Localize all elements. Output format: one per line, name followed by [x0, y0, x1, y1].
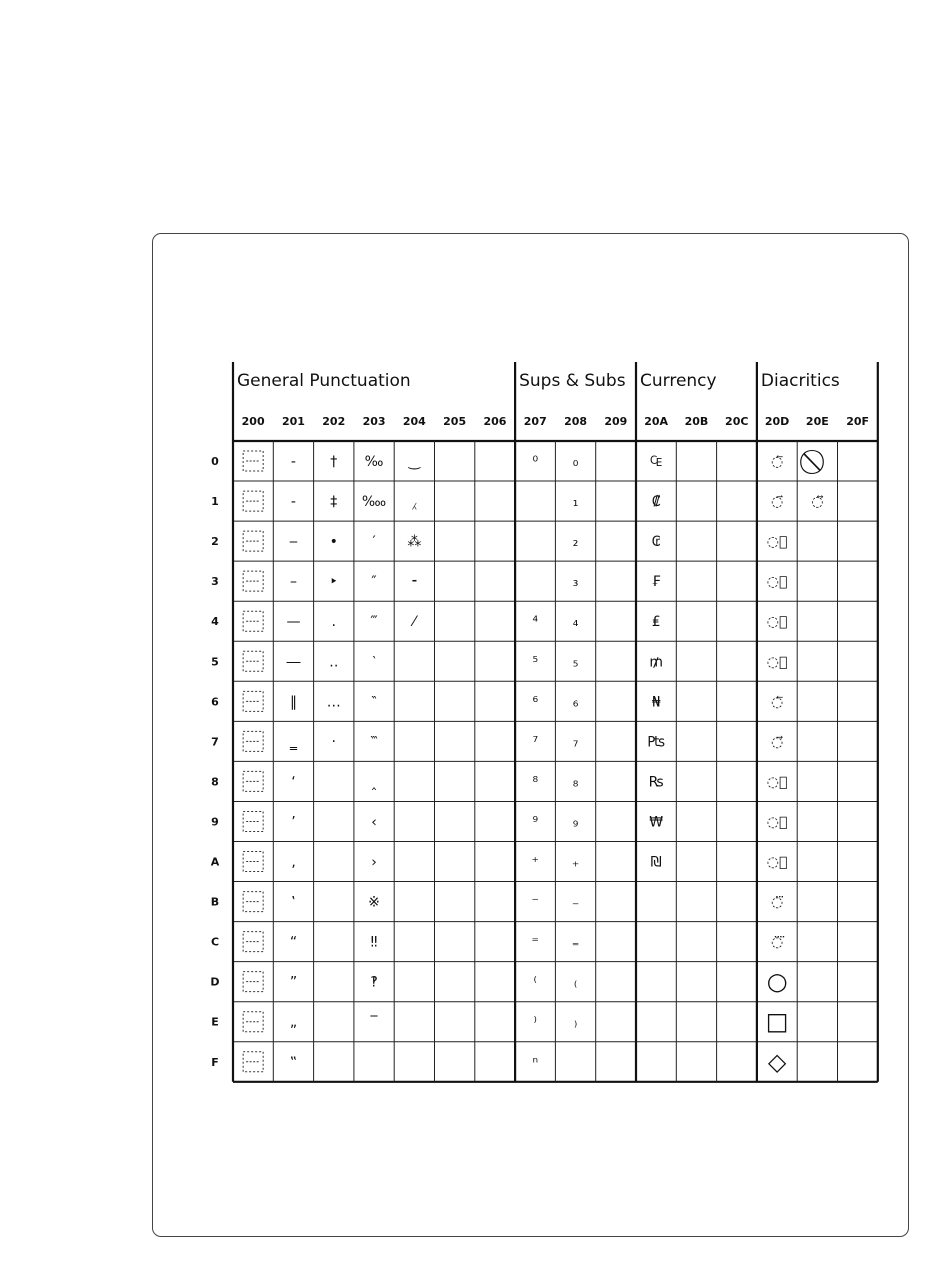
glyph-cell: ◌⃐	[770, 454, 784, 471]
glyph-cell: ⁁	[412, 494, 417, 511]
glyph-cell: †	[330, 454, 338, 471]
dashed-glyph-box	[243, 491, 263, 511]
row-header: F	[211, 1055, 219, 1069]
glyph-cell: ”	[289, 974, 298, 991]
glyph-cell: ‸	[371, 774, 377, 791]
glyph-cell: ₣	[651, 574, 661, 591]
glyph-cell: ₤	[651, 614, 661, 631]
glyph-cell: ₎	[573, 1014, 578, 1031]
glyph-cell: ‷	[370, 734, 378, 751]
glyph-cell: ◌⃙	[766, 814, 788, 831]
glyph-cell: ‱	[361, 494, 387, 511]
row-header: 8	[211, 775, 219, 789]
column-header: 204	[402, 415, 426, 428]
glyph-cell: ⁸	[532, 774, 539, 791]
glyph-cell: ₂	[572, 534, 579, 551]
group-title: General Punctuation	[237, 371, 411, 391]
glyph-cell: ₥	[649, 654, 663, 671]
glyph-cell: ₠	[650, 454, 663, 471]
glyph-cell: ◌⃔	[766, 614, 788, 631]
row-header: 4	[211, 615, 219, 629]
glyph-cell: ◌⃕	[766, 654, 788, 671]
row-header: 0	[211, 455, 219, 469]
column-header: 205	[443, 415, 467, 428]
glyph-cell: ‰	[364, 454, 384, 471]
figure-frame	[152, 233, 909, 1237]
glyph-cell: ₨	[648, 774, 664, 791]
column-header: 20B	[684, 415, 709, 428]
glyph-cell: ‐	[290, 454, 296, 471]
glyph-cell: •	[329, 534, 338, 551]
column-header: 203	[362, 415, 386, 428]
glyph-cell: ⁽	[533, 974, 537, 991]
glyph-cell: ₋	[571, 894, 580, 911]
glyph-cell: ‵	[372, 654, 376, 671]
dashed-glyph-box	[243, 811, 263, 831]
dashed-glyph-box	[243, 892, 263, 912]
glyph-cell: ₦	[651, 694, 661, 711]
column-header: 20A	[644, 415, 669, 428]
glyph-cell: ₉	[572, 814, 579, 831]
glyph-cell: ‣	[329, 574, 338, 591]
row-header: 9	[211, 815, 219, 829]
dashed-glyph-box	[243, 611, 263, 631]
glyph-cell: ‑	[290, 494, 296, 511]
glyph-cell: ◌⃛	[770, 894, 784, 911]
glyph-cell: ‛	[291, 894, 296, 911]
glyph-cell: ‾	[370, 1014, 378, 1031]
glyph-cell: ―	[286, 654, 301, 671]
glyph-cell: ‒	[288, 534, 298, 551]
glyph-cell: ₡	[651, 494, 661, 511]
glyph-cell: ₅	[572, 654, 579, 671]
glyph-cell: ※	[368, 894, 380, 911]
glyph-cell: ◌⃡	[811, 494, 824, 511]
glyph-cell: ⁷	[532, 734, 539, 751]
dashed-glyph-box	[243, 771, 263, 791]
glyph-cell: –	[289, 574, 297, 591]
glyph-cell: ◌⃜	[770, 934, 784, 951]
glyph-cell: ◇	[767, 1047, 787, 1076]
row-header: B	[210, 895, 220, 909]
dashed-glyph-box	[243, 932, 263, 952]
glyph-cell: ‖	[289, 694, 297, 711]
column-header: 200	[241, 415, 265, 428]
row-header: 5	[211, 655, 219, 669]
group-title: Currency	[640, 371, 717, 391]
glyph-cell: ⁵	[532, 654, 539, 671]
glyph-cell: ⁻	[531, 894, 539, 911]
row-header: 3	[211, 575, 219, 589]
glyph-cell: ₍	[573, 974, 578, 991]
glyph-cell: ⁺	[531, 854, 539, 871]
glyph-cell: ○	[766, 967, 788, 996]
glyph-cell: ⁿ	[532, 1054, 539, 1071]
glyph-cell: ›	[371, 854, 377, 871]
glyph-cell: ₃	[572, 574, 579, 591]
group-title: Sups & Subs	[519, 371, 626, 391]
unicode-code-chart	[153, 234, 910, 1238]
glyph-cell: ⁾	[533, 1014, 537, 1031]
glyph-cell: ․	[331, 614, 337, 631]
row-header: 7	[211, 735, 219, 749]
dashed-glyph-box	[243, 1012, 263, 1032]
glyph-cell: ‽	[370, 974, 378, 991]
glyph-cell: …	[326, 694, 341, 711]
column-header: 20C	[725, 415, 749, 428]
glyph-cell: ⁰	[532, 454, 539, 471]
glyph-cell: ⁴	[532, 614, 539, 631]
column-header: 202	[322, 415, 346, 428]
glyph-cell: □	[765, 1007, 789, 1036]
glyph-cell: ₢	[651, 534, 661, 551]
dashed-glyph-box	[243, 691, 263, 711]
glyph-cell: ₁	[572, 494, 579, 511]
glyph-cell: ‶	[371, 694, 377, 711]
glyph-cell: ’	[291, 814, 296, 831]
glyph-cell: ‘	[291, 774, 296, 791]
column-header: 207	[523, 415, 547, 428]
row-header: E	[211, 1015, 219, 1029]
glyph-cell: ⁼	[531, 934, 539, 951]
glyph-cell: ‧	[331, 734, 336, 751]
row-header: 2	[211, 535, 219, 549]
glyph-cell: ⁂	[407, 534, 422, 551]
glyph-cell: ₈	[572, 774, 579, 791]
row-header: D	[210, 975, 220, 989]
dashed-glyph-box	[243, 451, 263, 471]
glyph-cell: ‹	[371, 814, 377, 831]
glyph-cell: —	[286, 614, 301, 631]
glyph-cell: ◌⃗	[770, 734, 784, 751]
row-header: 1	[211, 495, 219, 509]
column-header: 20D	[764, 415, 790, 428]
glyph-cell: ₧	[647, 734, 666, 751]
dashed-glyph-box	[243, 731, 263, 751]
dashed-glyph-box	[243, 531, 263, 551]
glyph-cell: ‿	[408, 454, 420, 471]
glyph-cell: ″	[371, 574, 377, 591]
glyph-cell: “	[289, 934, 298, 951]
glyph-cell	[799, 450, 824, 474]
glyph-cell: ◌⃖	[770, 694, 784, 711]
group-title: Diacritics	[760, 371, 840, 391]
glyph-cell: ‚	[291, 854, 296, 871]
glyph-cell: ◌⃓	[766, 574, 788, 591]
glyph-cell: ⁶	[532, 694, 539, 711]
glyph-cell: ′	[372, 534, 376, 551]
glyph-cell: ‼	[370, 934, 378, 951]
dashed-glyph-box	[243, 852, 263, 872]
column-header: 209	[604, 415, 628, 428]
glyph-cell: ‴	[370, 614, 378, 631]
column-header: 208	[564, 415, 588, 428]
row-header: A	[210, 855, 220, 869]
glyph-cell: ₀	[572, 454, 579, 471]
row-header: C	[210, 935, 220, 949]
glyph-cell: ◌⃘	[766, 774, 788, 791]
dashed-glyph-box	[243, 972, 263, 992]
row-header: 6	[211, 695, 219, 709]
column-header: 206	[483, 415, 507, 428]
glyph-cell: ‡	[330, 494, 338, 511]
glyph-cell: „	[289, 1014, 298, 1031]
column-header: 201	[281, 415, 305, 428]
glyph-cell: ₊	[571, 854, 580, 871]
glyph-cell: ₩	[649, 814, 664, 831]
glyph-cell: ◌⃑	[770, 494, 784, 511]
glyph-cell: ◌⃚	[766, 854, 788, 871]
dashed-glyph-box	[243, 571, 263, 591]
glyph-cell: ₄	[572, 614, 579, 631]
glyph-cell: ‟	[289, 1054, 298, 1071]
column-header: 20F	[846, 415, 870, 428]
dashed-glyph-box	[243, 1052, 263, 1072]
column-header: 20E	[805, 415, 829, 428]
glyph-cell: ₪	[650, 854, 662, 871]
glyph-cell: ⁄	[413, 614, 416, 631]
glyph-cell: ‗	[289, 734, 297, 751]
glyph-cell: ◌⃒	[766, 534, 788, 551]
glyph-cell: ₇	[572, 734, 579, 751]
glyph-cell: ‥	[329, 654, 339, 671]
dashed-glyph-box	[243, 651, 263, 671]
glyph-cell: ⁃	[410, 574, 418, 591]
glyph-cell: ₌	[571, 934, 580, 951]
glyph-cell: ₆	[572, 694, 579, 711]
glyph-cell: ⁹	[532, 814, 539, 831]
